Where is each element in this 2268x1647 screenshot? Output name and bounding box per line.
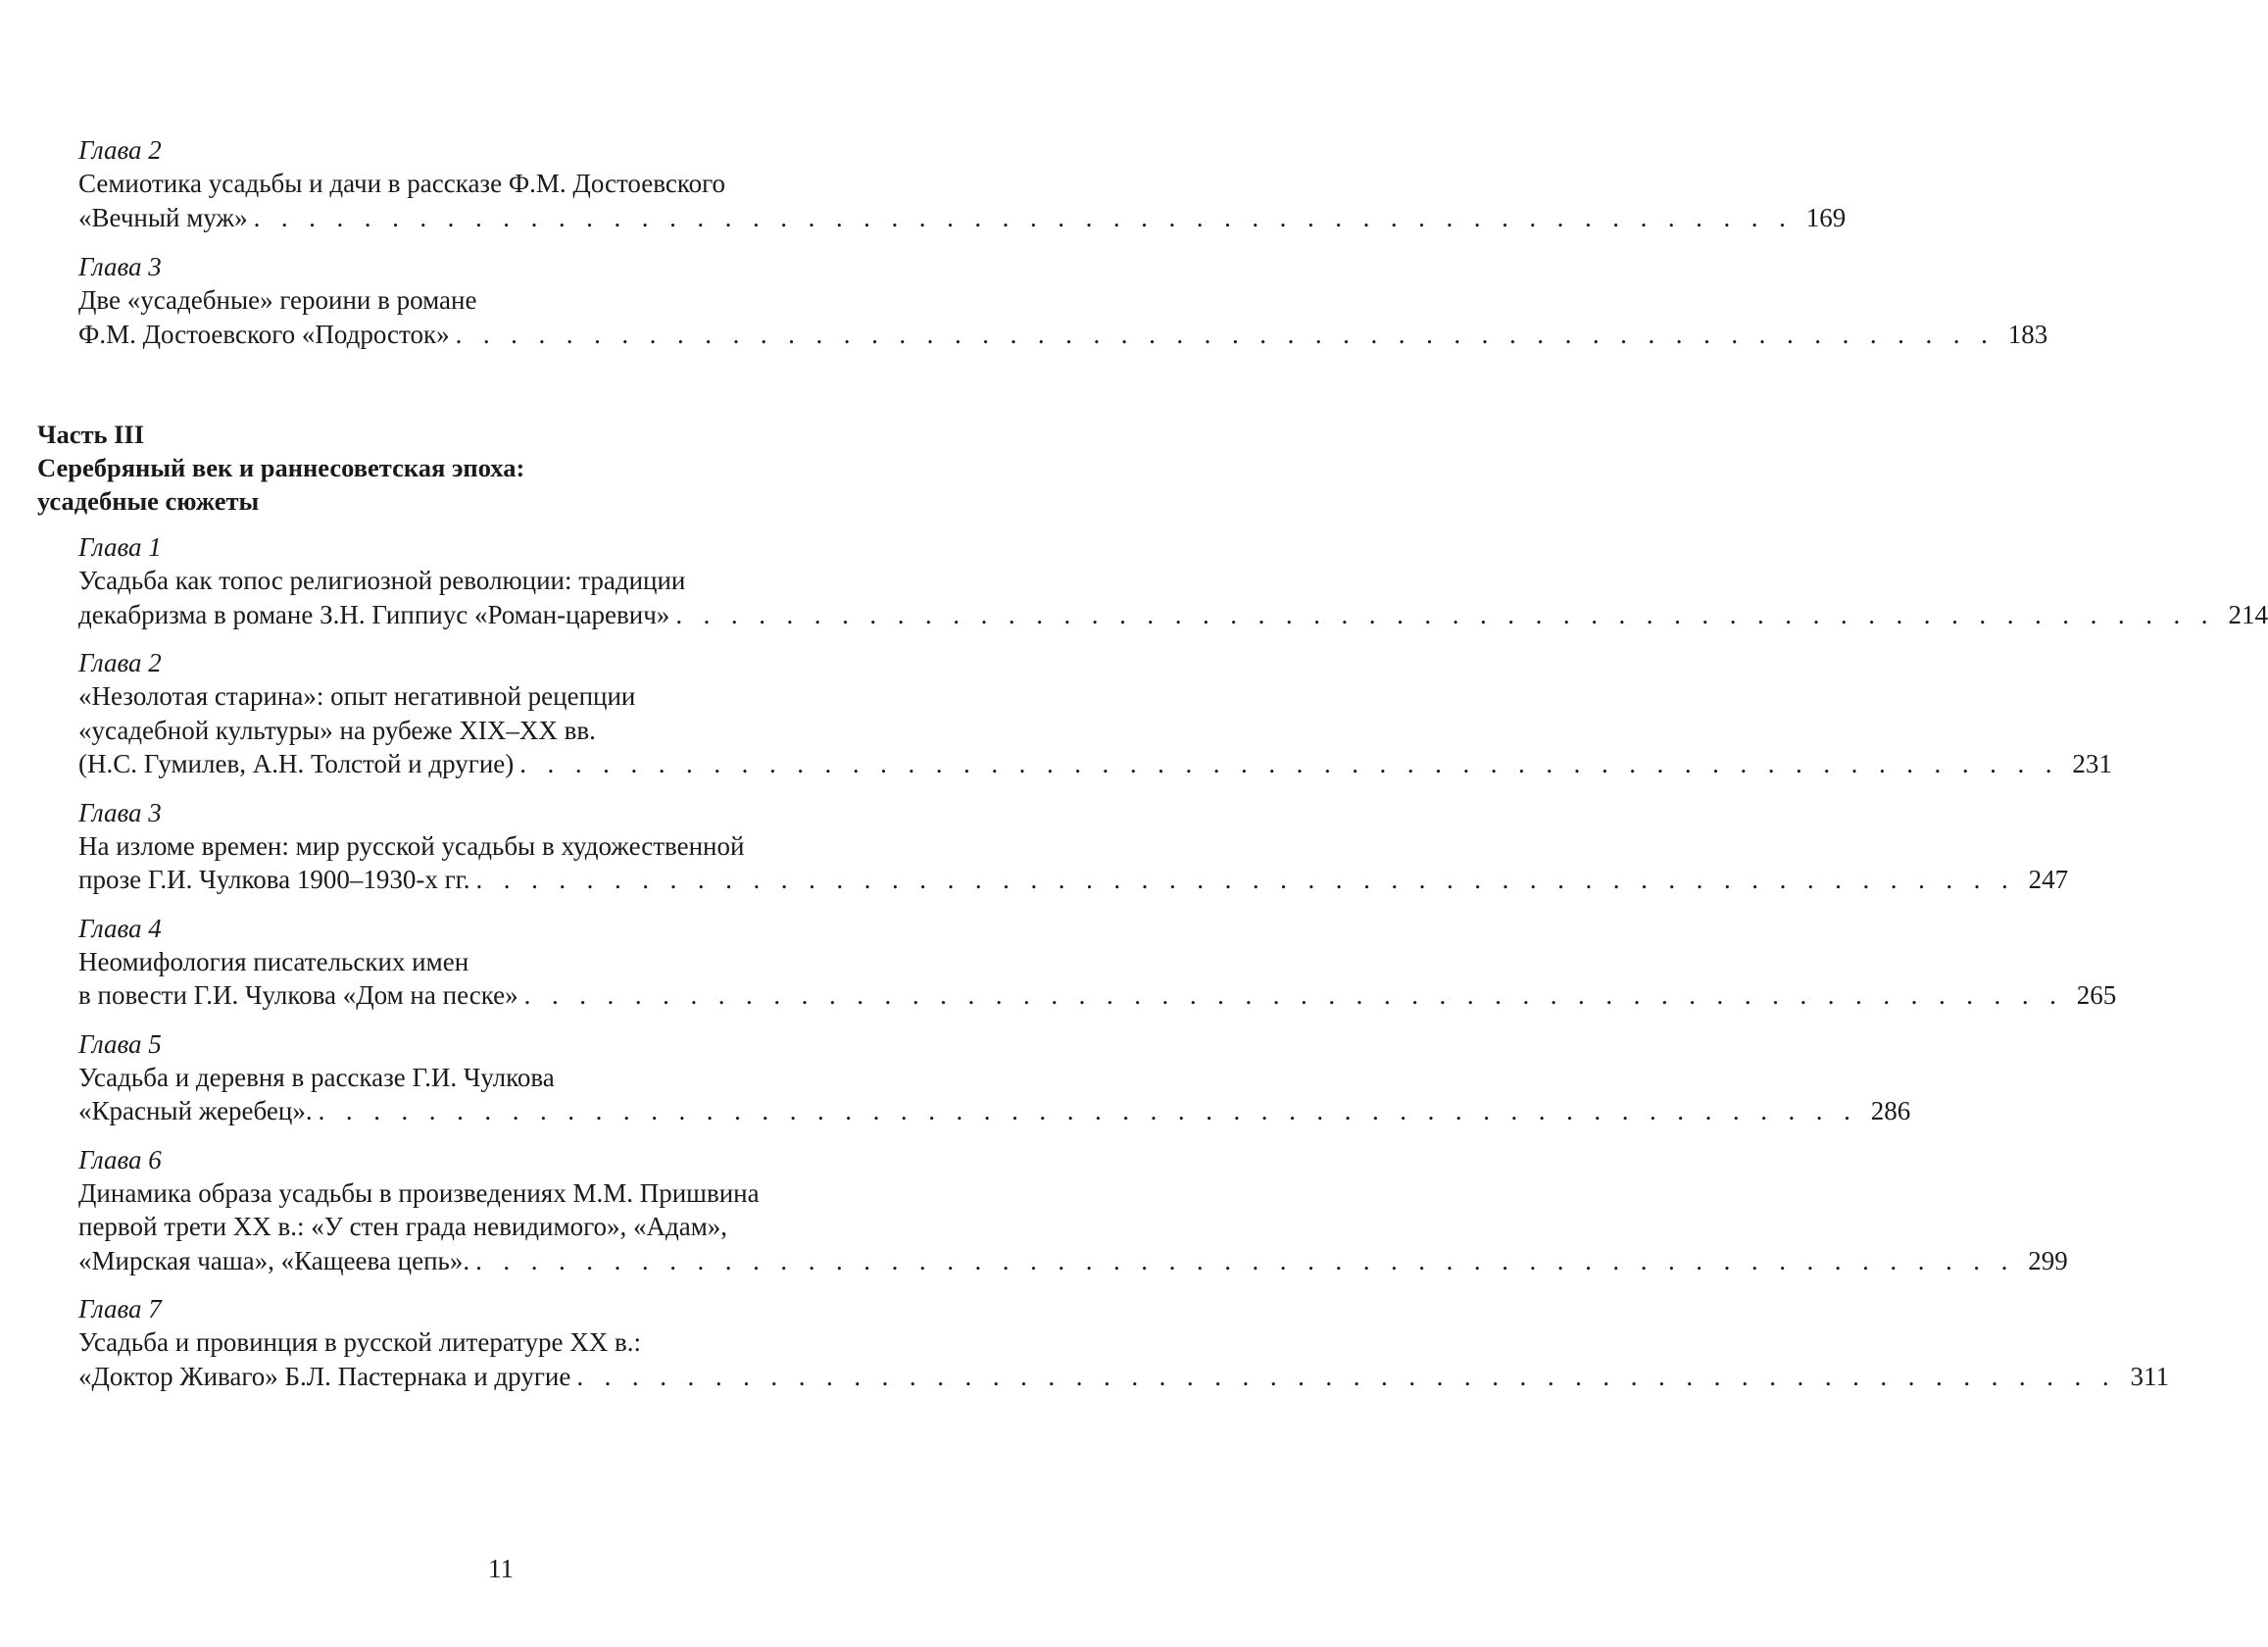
entry-page-number: 299 [2028,1245,2068,1275]
toc-entry [78,1143,2068,1278]
entry-title-line: Усадьба как топос религиозной революции: традиции [78,566,686,595]
entry-title-line: На изломе времен: мир русской усадьбы в художественной [78,830,745,861]
entry-page-number: 247 [2028,865,2069,894]
entry-title-line: «Незолотая старина»: опыт негативной рецепции [78,681,636,711]
entry-last-line [78,1360,2169,1394]
entry-title-line: Усадьба и деревня в рассказе Г.И. Чулкова [78,1062,555,1092]
part-title-line: Серебряный век и раннесоветская эпоха: [37,453,525,482]
dot-leader: . . . . . . . . . . . . . . . . . . . . . . . . . . . . . . . . . . . . . . . . . . . . . . . . . . . . . . . . [675,599,2215,629]
chapter-label: Глава 6 [78,1144,162,1174]
entry-title-end: декабризма в романе З.Н. Гиппиус «Роман-царевич» [78,599,670,629]
toc-entry [78,1292,2169,1393]
entry-title-line: Неомифология писательских имен [78,946,469,976]
entry-last-line [78,201,1847,235]
dot-leader: . . . . . . . . . . . . . . . . . . . . . . . . . . . . . . . . . . . . . . . . . . . . . . . . . . . . . . . . [576,1361,2116,1391]
entry-title-line: Динамика образа усадьбы в произведениях М.М. Пришвина [78,1177,760,1208]
dot-leader: . . . . . . . . . . . . . . . . . . . . . . . . . . . . . . . . . . . . . . . . . . . . . . . . . . . . . . . . [519,749,2059,778]
toc-entry [78,1027,1911,1128]
dot-leader: . . . . . . . . . . . . . . . . . . . . . . . . . . . . . . . . . . . . . . . . . . . . . . . . . . . . . . . . [455,319,1996,349]
part-number: Часть III [37,420,145,449]
entry-title-end: Ф.М. Достоевского «Подросток» [78,319,450,349]
chapter-label: Глава 5 [78,1028,162,1059]
entry-title-end: в повести Г.И. Чулкова «Дом на песке» [78,980,518,1010]
part-title-line: усадебные сюжеты [37,486,260,516]
entry-last-line [78,598,2268,632]
entry-page-number: 311 [2130,1361,2169,1391]
entry-page-number: 265 [2076,980,2117,1010]
entry-last-line [78,318,2048,352]
chapter-label: Глава 2 [78,648,162,677]
entry-title-line: Усадьба и провинция в русской литературе XX в.: [78,1327,642,1357]
entry-title-end: «Мирская чаша», «Кащеева цепь». [78,1245,470,1275]
entry-last-line [78,1244,2068,1278]
entry-title-line: Две «усадебные» героини в романе [78,285,477,315]
toc-entry [78,796,2069,897]
entry-page-number: 183 [2007,319,2048,349]
entry-last-line [78,1094,1911,1128]
entry-page-number: 231 [2072,749,2112,778]
entry-title-line: первой трети XX в.: «У стен града невидимого», «Адам», [78,1212,728,1241]
toc-part3-entries [78,530,2268,1408]
dot-leader: . . . . . . . . . . . . . . . . . . . . . . . . . . . . . . . . . . . . . . . . . . . . . . . . . . . . . . . . [253,202,1794,232]
toc-entry [78,646,2112,781]
toc-entry [78,530,2268,631]
entry-page-number: 169 [1805,202,1847,232]
dot-leader: . . . . . . . . . . . . . . . . . . . . . . . . . . . . . . . . . . . . . . . . . . . . . . . . . . . . . . . . [475,1245,2015,1275]
entry-title-end: «Красный жеребец». [78,1096,313,1125]
chapter-label: Глава 2 [78,135,162,165]
entry-page-number: 214 [2228,599,2268,629]
entry-page-number: 286 [1870,1096,1911,1125]
entry-last-line [78,747,2112,781]
dot-leader: . . . . . . . . . . . . . . . . . . . . . . . . . . . . . . . . . . . . . . . . . . . . . . . . . . . . . . . . [318,1096,1858,1125]
chapter-label: Глава 4 [78,913,162,943]
entry-title-end: прозе Г.И. Чулкова 1900–1930-х гг. [78,865,470,894]
entry-title-end: «Вечный муж» [78,202,248,232]
dot-leader: . . . . . . . . . . . . . . . . . . . . . . . . . . . . . . . . . . . . . . . . . . . . . . . . . . . . . . . . [475,865,2016,894]
part-heading [37,418,524,518]
toc-entry [78,250,2048,351]
chapter-label: Глава 3 [78,797,162,827]
entry-last-line [78,863,2069,897]
page-number: 11 [488,1554,514,1583]
entry-title-end: (Н.С. Гумилев, А.Н. Толстой и другие) [78,749,515,778]
entry-title-end: «Доктор Живаго» Б.Л. Пастернака и другие [78,1361,571,1391]
chapter-label: Глава 7 [78,1294,162,1323]
toc-entry [78,912,2117,1013]
toc-top-entries [78,133,2048,367]
dot-leader: . . . . . . . . . . . . . . . . . . . . . . . . . . . . . . . . . . . . . . . . . . . . . . . . . . . . . . . . [523,980,2064,1010]
entry-last-line [78,978,2117,1013]
chapter-label: Глава 3 [78,252,162,281]
toc-entry [78,133,1847,234]
entry-title-line: Семиотика усадьбы и дачи в рассказе Ф.М. Достоевского [78,169,725,198]
entry-title-line: «усадебной культуры» на рубеже XIX–XX вв. [78,715,596,745]
chapter-label: Глава 1 [78,532,162,562]
